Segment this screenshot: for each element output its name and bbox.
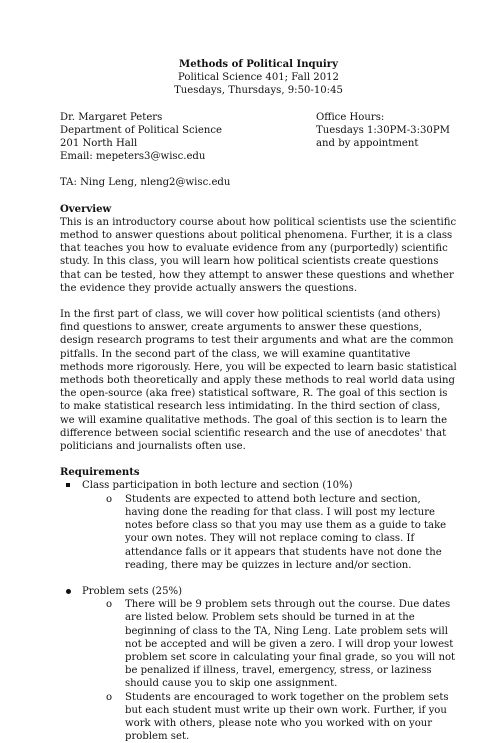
requirement-label: Problem sets (25%) xyxy=(82,585,183,597)
office-hours-label: Office Hours: xyxy=(316,111,385,123)
instructor-info xyxy=(60,111,310,164)
dot-bullet-icon xyxy=(66,589,71,594)
course-title: Methods of Political Inquiry xyxy=(179,59,338,70)
office-hours xyxy=(316,111,450,151)
office-hours-extra: and by appointment xyxy=(316,138,419,150)
course-number: Political Science 401; Fall 2012 xyxy=(178,72,339,84)
instructor-email: Email: mepeters3@wisc.edu xyxy=(60,151,206,163)
course-schedule: Tuesdays, Thursdays, 9:50-10:45 xyxy=(174,85,343,97)
instructor-office: 201 North Hall xyxy=(60,138,138,150)
ta-info: TA: Ning Leng, nleng2@wisc.edu xyxy=(60,177,231,189)
instructor-name: Dr. Margaret Peters xyxy=(60,111,163,123)
overview-paragraph-2: In the first part of class, we will cover how political scientists (and others) find questions to answer, create arguments to answer these questions, design research programs to test their arguments and what are the common pitfalls. In the second part of the class, we will examine quantitative methods more rigorously. Here, you will be expected to learn basic statistical methods both theoretically and apply these methods to real world data using the open-source (aka free) statistical software, R. The goal of this section is to make statistical research less intimidating. In the third section of class, we will examine qualitative methods. The goal of this section is to learn the difference between social scientific research and the use of anecdotes' that politicians and journalists often use. xyxy=(60,309,457,453)
overview-paragraph-1: This is an introductory course about how political scientists use the scientific method to answer questions about political phenomena. Further, it is a class that teaches you how to evaluate evidence from any (purportedly) scientific study. In this class, you will learn how political scientists create questions that can be tested, how they attempt to answer these questions and whether the evidence they provide actually answers the questions. xyxy=(60,216,457,294)
requirement-details xyxy=(82,493,457,572)
circle-bullet-icon: o xyxy=(106,599,113,611)
instructor-department: Department of Political Science xyxy=(60,124,222,136)
requirements-heading: Requirements xyxy=(60,467,140,479)
circle-bullet-icon: o xyxy=(106,691,113,703)
requirement-problem-sets xyxy=(60,585,457,743)
requirement-detail: o There will be 9 problem sets through out the course. Due dates are listed below. Problem sets should be turned in at the beginning of class to the TA, Ning Leng. Late problem sets will not be accepted and will be given a zero. I will drop your lowest problem set score in calculating your final grade, so you will not be penalized if illness, travel, emergency, stress, or laziness should cause you to skip one assignment. xyxy=(106,599,456,690)
requirement-details xyxy=(82,598,457,743)
requirements-list xyxy=(60,479,457,743)
overview-heading: Overview xyxy=(60,203,112,215)
circle-bullet-icon: o xyxy=(106,493,113,505)
office-hours-time: Tuesdays 1:30PM-3:30PM xyxy=(316,124,450,136)
square-bullet-icon xyxy=(66,483,70,487)
requirement-detail: o Students are expected to attend both lecture and section, having done the reading for that class. I will post my lecture notes before class so that you may use them as a guide to take your own notes. They will not replace coming to class. If attendance falls or it appears that students have not done the reading, there may be quizzes in lecture and/or section. xyxy=(106,493,447,571)
requirement-detail: o Students are encouraged to work together on the problem sets but each student must write up their own work. Further, if you work with others, please note who you worked with on your problem set. xyxy=(106,691,449,743)
contact-block xyxy=(60,111,457,164)
requirement-label: Class participation in both lecture and section (10%) xyxy=(82,480,353,492)
requirement-participation xyxy=(60,479,457,571)
